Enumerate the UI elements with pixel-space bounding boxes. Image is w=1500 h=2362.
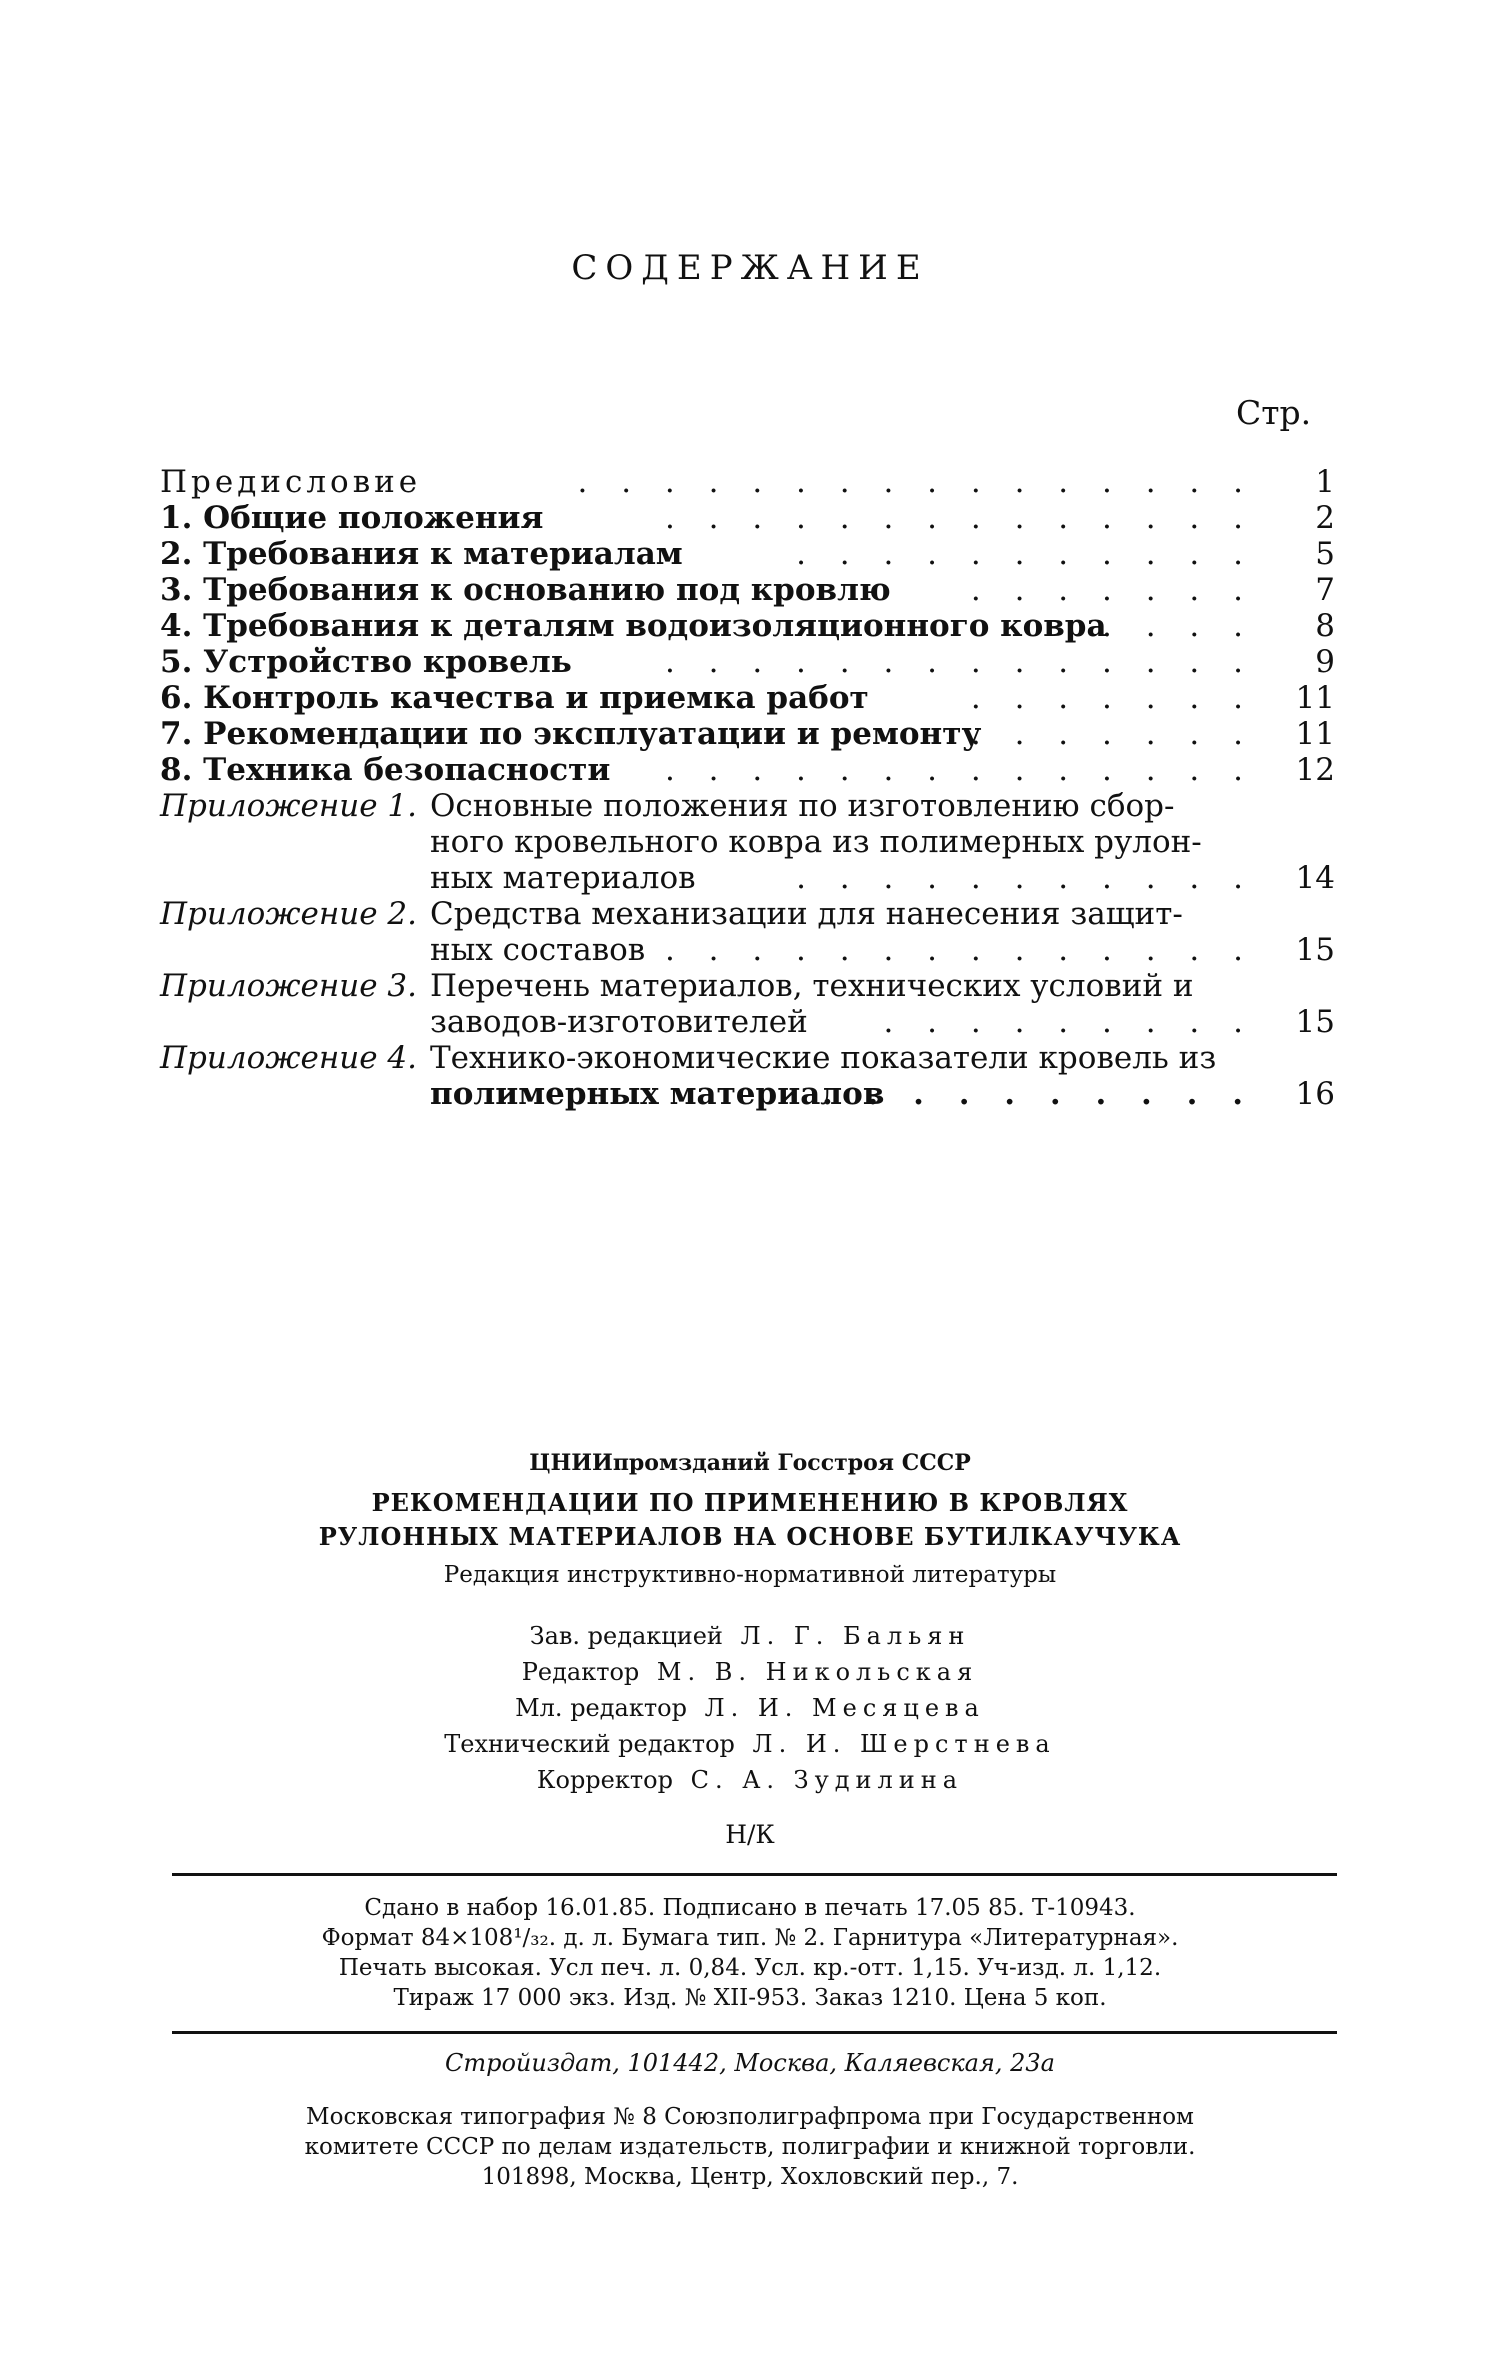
toc-entry-label: 2. Требования к материалам [160, 536, 683, 572]
toc-entry [160, 464, 1335, 500]
appendix-entry-continued [160, 824, 1335, 860]
appendix-text-line: Основные положения по изготовлению сбор- [430, 788, 1175, 824]
page-column-header: Стр. [1236, 393, 1312, 432]
toc-entry [160, 644, 1335, 680]
appendix-page: 15 [1295, 932, 1335, 968]
leader-dots: . . . . . . . . . . [821, 1076, 1255, 1112]
imprint-title-line: РЕКОМЕНДАЦИИ ПО ПРИМЕНЕНИЮ В КРОВЛЯХ [371, 1488, 1129, 1517]
toc-entry-page: 7 [1315, 572, 1335, 608]
appendix-entry-continued [160, 1076, 1335, 1112]
leader-dots: . . . . . . . [970, 680, 1255, 716]
appendix-text-line: ных составов [430, 932, 646, 968]
leader-dots: . . . . . . . [970, 716, 1255, 752]
appendix-entry [160, 968, 1335, 1004]
appendix-page: 14 [1295, 860, 1335, 896]
appendix-entry [160, 896, 1335, 932]
divider [172, 1873, 1337, 1876]
toc-entry-page: 11 [1295, 716, 1335, 752]
toc-entry-label: 8. Техника безопасности [160, 752, 611, 788]
leader-dots: . . . . . . . . . . . . . . [664, 932, 1255, 968]
appendix-text-line: ного кровельного ковра из полимерных рулон- [430, 824, 1202, 860]
toc-entry-page: 1 [1315, 464, 1335, 500]
imprint-staff-line [0, 1658, 1500, 1686]
imprint-staff-line [0, 1766, 1500, 1794]
toc-entry-page: 11 [1295, 680, 1335, 716]
appendix-page: 16 [1295, 1076, 1335, 1112]
leader-dots: . . . . . . . . . [883, 1004, 1255, 1040]
printer-line: 101898, Москва, Центр, Хохловский пер., 7. [481, 2164, 1019, 2190]
appendix-label: Приложение 2. [160, 896, 417, 932]
appendix-entry-continued [160, 1004, 1335, 1040]
staff-role: Корректор [536, 1766, 673, 1794]
print-info-line: Сдано в набор 16.01.85. Подписано в печать 17.05 85. Т-10943. [364, 1895, 1136, 1921]
appendix-label: Приложение 4. [160, 1040, 417, 1076]
toc-entry [160, 572, 1335, 608]
appendix-entry [160, 788, 1335, 824]
staff-role: Зав. редакцией [529, 1622, 723, 1650]
toc-entry-label: Предисловие [160, 464, 422, 500]
toc-entry-page: 5 [1315, 536, 1335, 572]
leader-dots: . . . . . . . . . . . . . . [664, 752, 1255, 788]
toc-entry-page: 9 [1315, 644, 1335, 680]
toc-entry-page: 2 [1315, 500, 1335, 536]
toc-entry-label: 6. Контроль качества и приемка работ [160, 680, 869, 716]
toc-entry-label: 7. Рекомендации по эксплуатации и ремонту [160, 716, 982, 752]
publisher-address: Стройиздат, 101442, Москва, Каляевская, 23а [445, 2049, 1055, 2077]
print-info-line: Печать высокая. Усл печ. л. 0,84. Усл. кр.-отт. 1,15. Уч-изд. л. 1,12. [338, 1955, 1162, 1981]
printer-line: комитете СССР по делам издательств, полиграфии и книжной торговли. [304, 2134, 1196, 2160]
staff-role: Мл. редактор [515, 1694, 687, 1722]
toc-entry [160, 752, 1335, 788]
staff-role: Редактор [521, 1658, 640, 1686]
toc-entry-page: 8 [1315, 608, 1335, 644]
appendix-label: Приложение 3. [160, 968, 417, 1004]
appendix-page: 15 [1295, 1004, 1335, 1040]
staff-name: С. А. Зудилина [690, 1766, 964, 1794]
imprint-code: Н/К [725, 1820, 775, 1849]
appendix-text-line: заводов-изготовителей [430, 1004, 808, 1040]
toc-entry [160, 500, 1335, 536]
imprint-staff-line [0, 1694, 1500, 1722]
staff-name: Л. Г. Бальян [740, 1622, 971, 1650]
toc-entry-label: 4. Требования к деталям водоизоляционного ковра [160, 608, 1107, 644]
appendix-entry [160, 1040, 1335, 1076]
toc-entry [160, 680, 1335, 716]
leader-dots: . . . . . . . [970, 572, 1255, 608]
appendix-text-line: ных материалов [430, 860, 696, 896]
leader-dots: . . . . . . . . . . . . . . [664, 644, 1255, 680]
staff-role: Технический редактор [444, 1730, 735, 1758]
divider [172, 2031, 1337, 2034]
leader-dots: . . . . [1102, 608, 1255, 644]
imprint-staff-line [0, 1622, 1500, 1650]
staff-name: Л. И. Шерстнева [752, 1730, 1056, 1758]
appendix-entry-continued [160, 860, 1335, 896]
toc-entry [160, 536, 1335, 572]
leader-dots: . . . . . . . . . . . . . . . . [577, 464, 1255, 500]
appendix-label: Приложение 1. [160, 788, 417, 824]
toc-entry-label: 5. Устройство кровель [160, 644, 572, 680]
appendix-text-line: Технико-экономические показатели кровель из [430, 1040, 1217, 1076]
toc-entry-label: 3. Требования к основанию под кровлю [160, 572, 891, 608]
staff-name: М. В. Никольская [656, 1658, 979, 1686]
appendix-entry-continued [160, 932, 1335, 968]
leader-dots: . . . . . . . . . . . . . . [664, 500, 1255, 536]
toc-entry-page: 12 [1295, 752, 1335, 788]
toc-entry-label: 1. Общие положения [160, 500, 544, 536]
appendix-text-line: Перечень материалов, технических условий и [430, 968, 1194, 1004]
toc-entry [160, 716, 1335, 752]
imprint-staff-line [0, 1730, 1500, 1758]
print-info-line: Формат 84×108¹/₃₂. д. л. Бумага тип. № 2. Гарнитура «Литературная». [321, 1925, 1179, 1951]
imprint-organization: ЦНИИпромзданий Госстроя СССР [529, 1450, 971, 1476]
appendix-text-line: полимерных материалов [430, 1076, 885, 1112]
print-info-line: Тираж 17 000 экз. Изд. № XII-953. Заказ 1210. Цена 5 коп. [393, 1985, 1107, 2011]
imprint-edition: Редакция инструктивно-нормативной литературы [443, 1562, 1057, 1588]
appendix-text-line: Средства механизации для нанесения защит- [430, 896, 1183, 932]
leader-dots: . . . . . . . . . . . [796, 536, 1255, 572]
printer-line: Московская типография № 8 Союзполиграфпрома при Государственном [306, 2104, 1194, 2130]
imprint-title-line: РУЛОННЫХ МАТЕРИАЛОВ НА ОСНОВЕ БУТИЛКАУЧУКА [318, 1522, 1182, 1551]
staff-name: Л. И. Месяцева [704, 1694, 985, 1722]
leader-dots: . . . . . . . . . . . [796, 860, 1255, 896]
toc-title: СОДЕРЖАНИЕ [571, 248, 929, 288]
toc-entry [160, 608, 1335, 644]
